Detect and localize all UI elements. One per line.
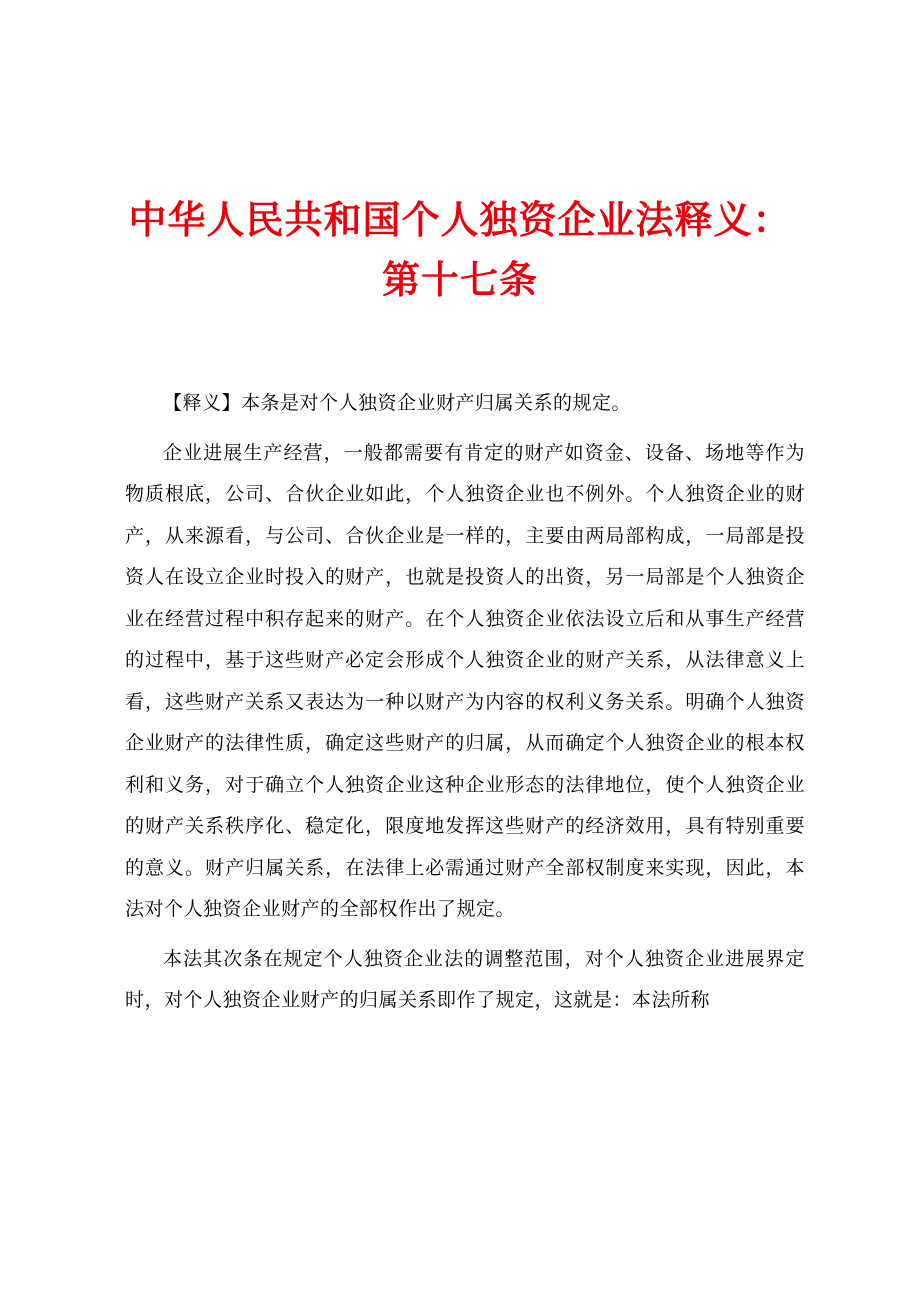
paragraph-property-explanation: 企业进展生产经营，一般都需要有肯定的财产如资金、设备、场地等作为物质根底，公司、合伙企业如此，个人独资企业也不例外。个人独资企业的财产，从来源看，与公司、合伙企业是一样的，主要由两局部构成，一局部是投资人在设立企业时投入的财产，也就是投资人的出资，另一局部是个人独资企业在经营过程中积存起来的财产。在个人独资企业依法设立后和从事生产经营的过程中，基于这些财产必定会形成个人独资企业的财产关系，从法律意义上看，这些财产关系又表达为一种以财产为内容的权利义务关系。明确个人独资企业财产的法律性质，确定这些财产的归属，从而确定个人独资企业的根本权利和义务，对于确立个人独资企业这种企业形态的法律地位，使个人独资企业的财产关系秩序化、稳定化，限度地发挥这些财产的经济效用，具有特别重要的意义。财产归属关系，在法律上必需通过财产全部权制度来实现，因此，本法对个人独资企业财产的全部权作出了规定。 <box>125 441 805 920</box>
paragraph-article-two-reference: 本法其次条在规定个人独资企业法的调整范围，对个人独资企业进展界定时，对个人独资企业财产的归属关系即作了规定，这就是：本法所称 <box>125 947 805 1011</box>
document-body <box>125 383 805 1030</box>
page-title: 中华人民共和国个人独资企业法释义：第十七条 <box>128 198 792 302</box>
paragraph-interpretation: 【释义】本条是对个人独资企业财产归属关系的规定。 <box>163 392 632 414</box>
